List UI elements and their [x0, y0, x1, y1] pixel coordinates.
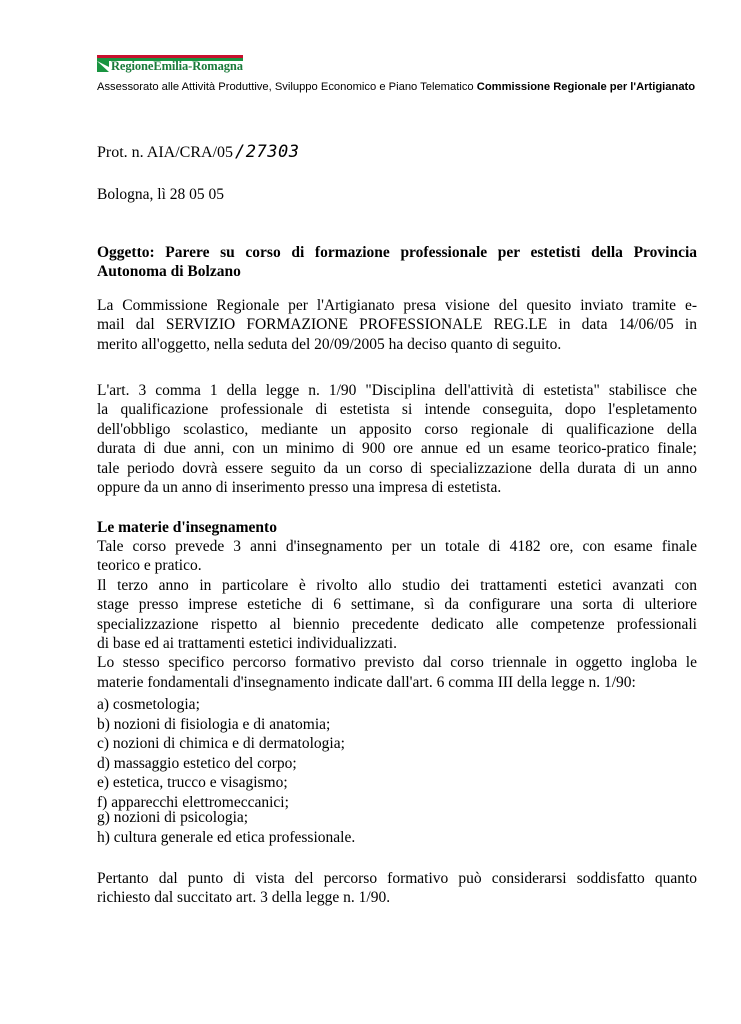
text-line: Il terzo anno in particolare è rivolto allo studio dei trattamenti estetici avanzati con	[97, 576, 697, 594]
text-line: la qualificazione professionale di estetista si intende conseguita, dopo l'espletamento	[97, 401, 697, 419]
handwritten-protocol-number: /27303	[235, 142, 300, 162]
section-heading: Le materie d'insegnamento	[97, 519, 277, 536]
department-header	[97, 81, 697, 93]
list-item: g) nozioni di psicologia;	[97, 809, 249, 826]
subject-line: Oggetto: Parere su corso di formazione professionale per estetisti della Provincia	[97, 244, 697, 261]
text-line: specializzazione rispetto al biennio precedente dedicato alle competenze professionali	[97, 615, 697, 633]
protocol-label: Prot. n. AIA/CRA/05	[97, 144, 234, 161]
commission-name: Commissione Regionale per l'Artigianato	[476, 81, 696, 93]
text-line: La Commissione Regionale per l'Artigianato presa visione del quesito inviato tramite e-	[97, 297, 697, 314]
list-item: b) nozioni di fisiologia e di anatomia;	[97, 715, 331, 733]
protocol-number	[97, 142, 299, 162]
paragraph-conclusion	[97, 869, 697, 908]
text-line: L'art. 3 comma 1 della legge n. 1/90 "Disciplina dell'attività di estetista" stabilisce che	[97, 382, 697, 399]
list-item: e) estetica, trucco e visagismo;	[97, 774, 288, 792]
paragraph-course	[97, 537, 697, 692]
text-line: dell'obbligo scolastico, mediante un apposito corso regionale di qualificazione della	[97, 420, 697, 438]
list-item: f) apparecchi elettromeccanici;	[97, 793, 289, 811]
logo-text: RegioneEmilia-Romagna	[111, 59, 243, 73]
date-line: Bologna, lì 28 05 05	[97, 186, 225, 203]
text-line: mail dal SERVIZIO FORMAZIONE PROFESSIONALE REG.LE in data 14/06/05 in	[97, 316, 697, 334]
text-line: materie fondamentali d'insegnamento indicate dall'art. 6 comma III della legge n. 1/90:	[97, 673, 636, 691]
region-emblem-icon	[97, 61, 109, 72]
list-item: a) cosmetologia;	[97, 696, 200, 713]
text-line: Tale corso prevede 3 anni d'insegnamento per un totale di 4182 ore, con esame finale	[97, 538, 697, 555]
subjects-list-continued	[97, 808, 697, 847]
paragraph-intro	[97, 296, 697, 354]
text-line: stage presso imprese estetiche di 6 settimane, sì da configurare una sorta di ulteriore	[97, 596, 697, 614]
text-line: merito all'oggetto, nella seduta del 20/09/2005 ha deciso quanto di seguito.	[97, 335, 562, 353]
subject-heading	[97, 243, 697, 282]
department-name: Assessorato alle Attività Produttive, Sviluppo Economico e Piano Telematico	[97, 81, 474, 93]
region-logo	[97, 55, 243, 75]
text-line: Pertanto dal punto di vista del percorso formativo può considerarsi soddisfatto quanto	[97, 870, 697, 887]
list-item: h) cultura generale ed etica professionale.	[97, 828, 356, 846]
text-line: di base ed ai trattamenti estetici individualizzati.	[97, 634, 397, 652]
list-item: c) nozioni di chimica e di dermatologia;	[97, 735, 345, 753]
paragraph-law	[97, 381, 697, 497]
subjects-list	[97, 695, 697, 813]
text-line: tale periodo dovrà essere seguito da un corso di specializzazione della durata di un anno	[97, 459, 697, 477]
text-line: durata di due anni, con un minimo di 900 ore annue ed un esame teorico-pratico finale;	[97, 440, 697, 458]
list-item: d) massaggio estetico del corpo;	[97, 754, 297, 772]
text-line: teorico e pratico.	[97, 557, 202, 575]
text-line: oppure da un anno di inserimento presso una impresa di estetista.	[97, 478, 502, 496]
text-line: richiesto dal succitato art. 3 della legge n. 1/90.	[97, 889, 391, 907]
text-line: Lo stesso specifico percorso formativo previsto dal corso triennale in oggetto ingloba le	[97, 654, 697, 672]
subject-line: Autonoma di Bolzano	[97, 263, 241, 281]
